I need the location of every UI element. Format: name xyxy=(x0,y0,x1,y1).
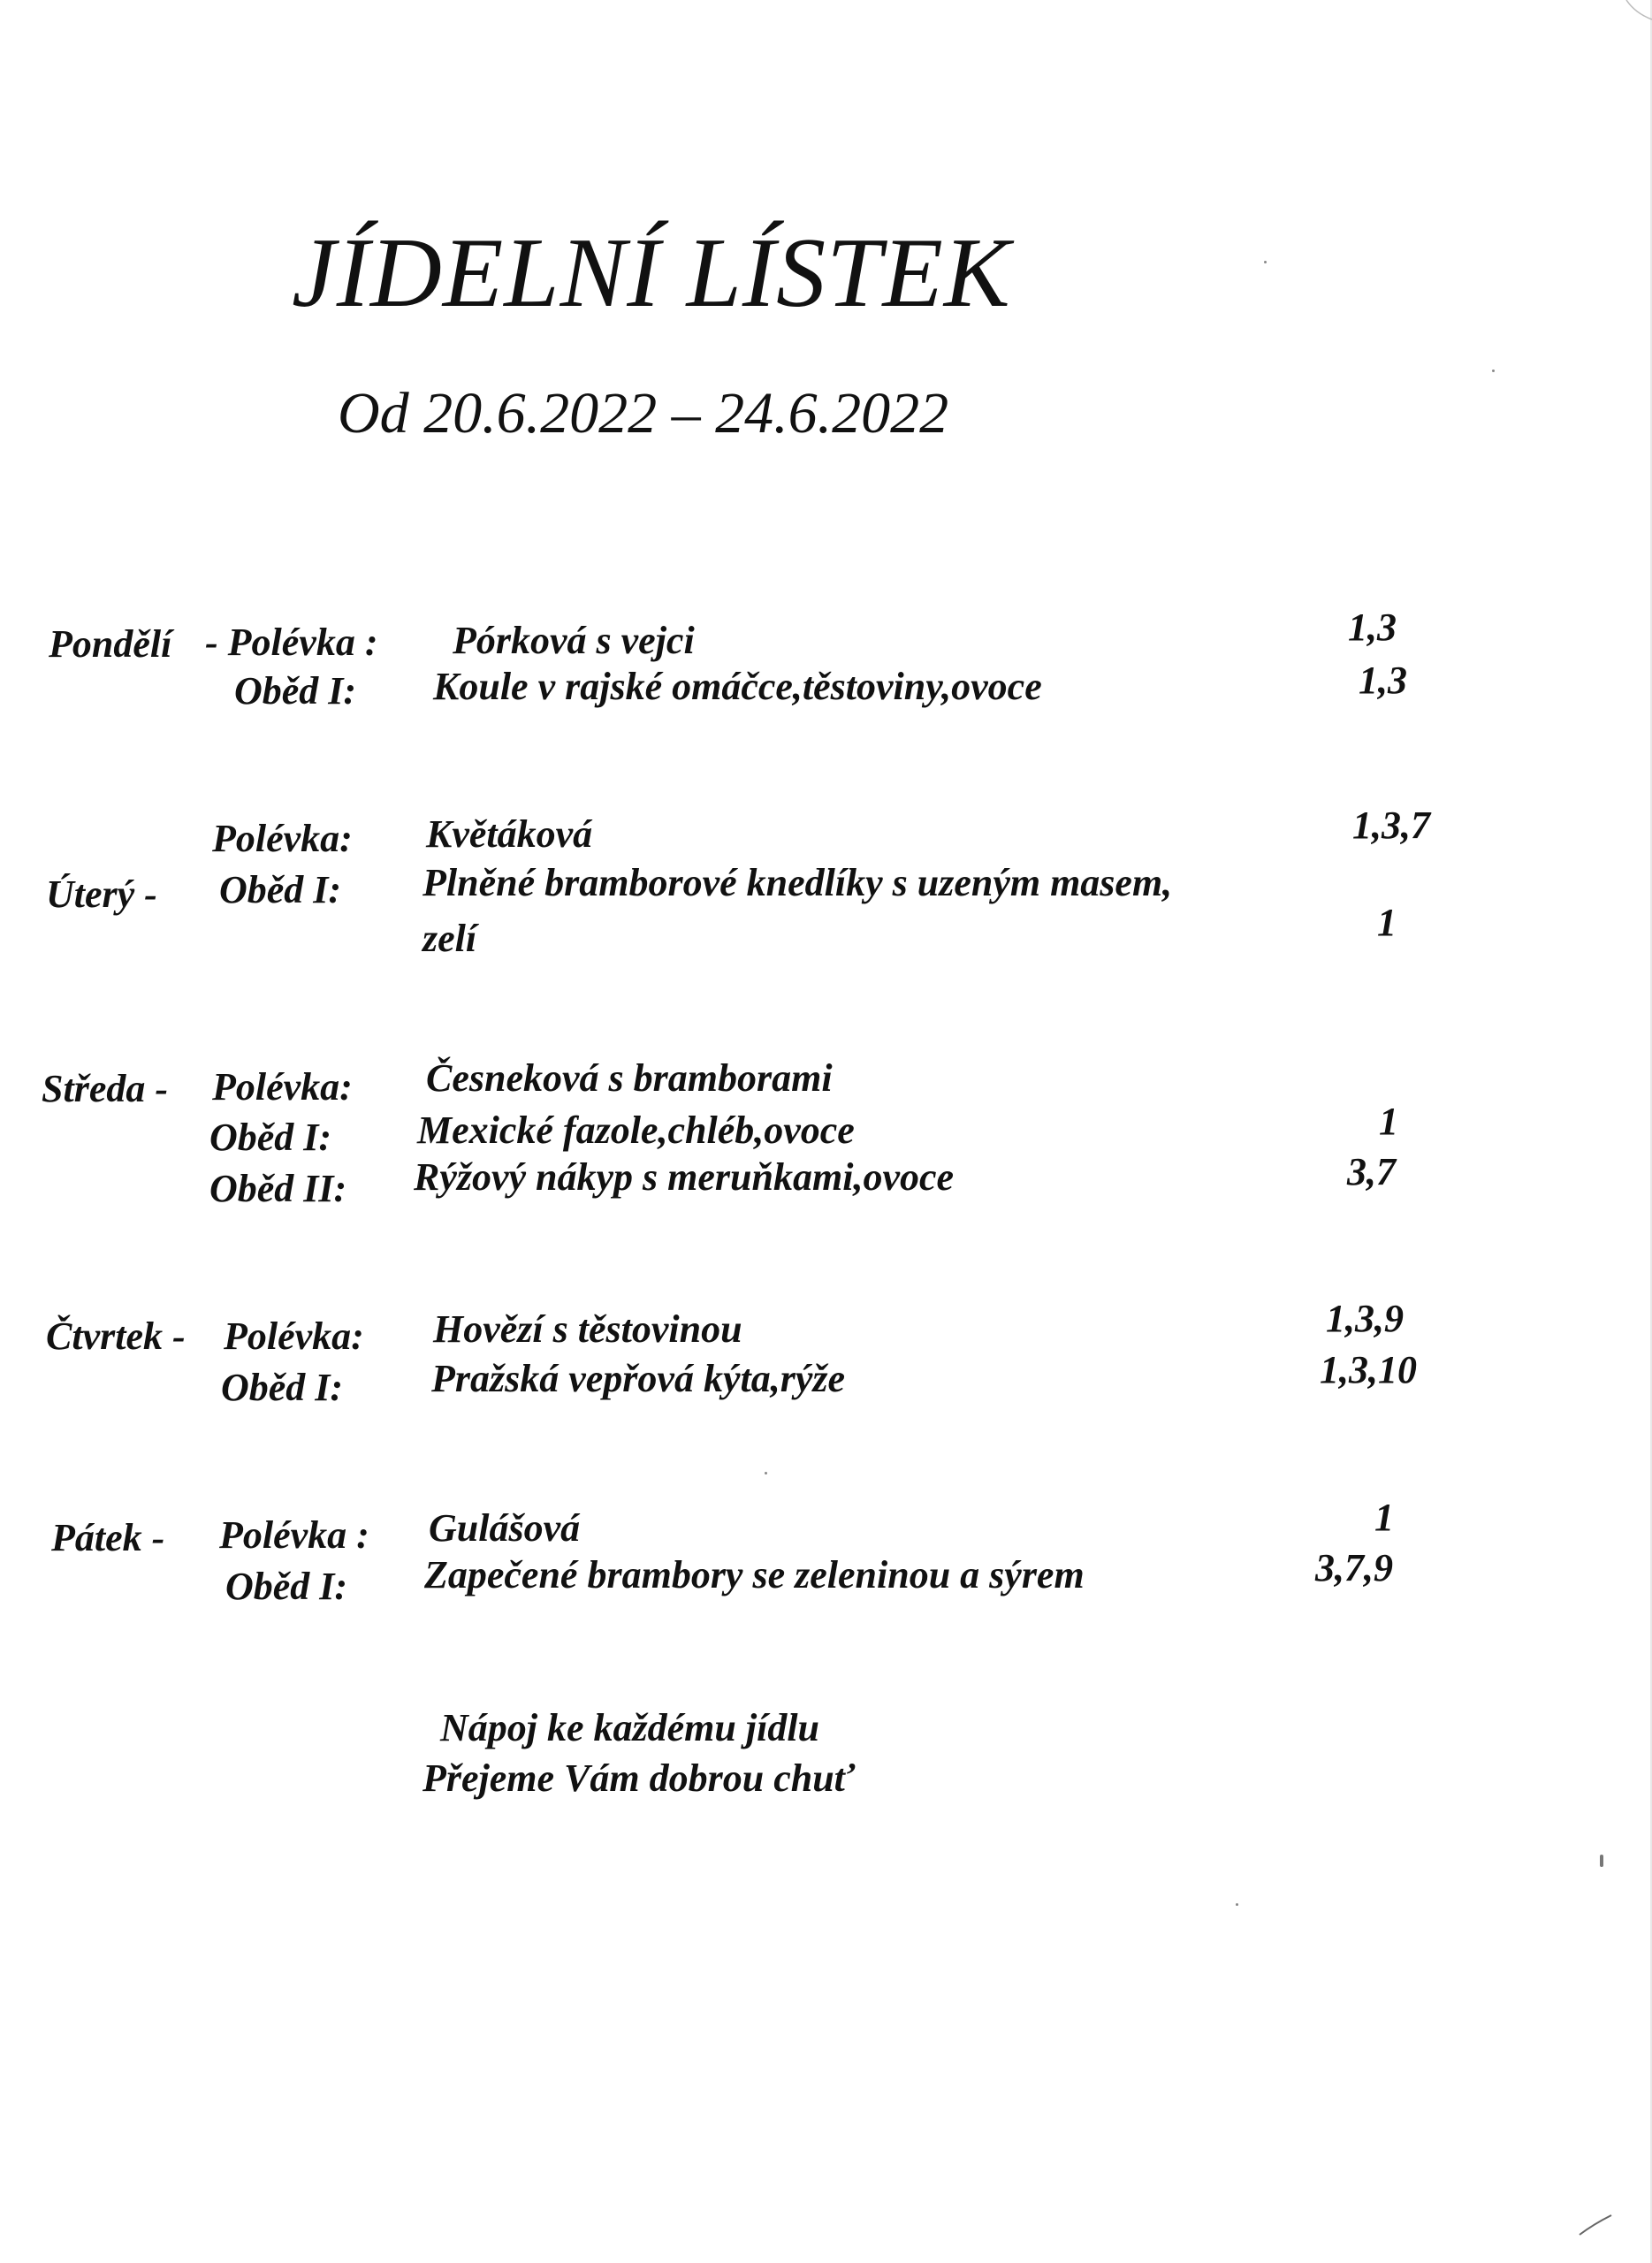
scan-speck xyxy=(1236,1903,1238,1906)
lunch1-allergens: 1 xyxy=(1379,1100,1398,1143)
lunch1-label: Oběd I: xyxy=(234,669,357,712)
lunch2-label: Oběd II: xyxy=(209,1167,347,1210)
lunch1-allergens: 1,3 xyxy=(1359,659,1407,702)
lunch1-allergens: 1 xyxy=(1377,901,1397,944)
scan-speck xyxy=(1492,370,1495,372)
day-label: Čtvrtek - xyxy=(46,1314,186,1358)
lunch1-label: Oběd I: xyxy=(219,868,342,911)
scan-speck xyxy=(1600,1855,1603,1867)
lunch1-dish: Pražská vepřová kýta,rýže xyxy=(431,1357,846,1400)
day-label: Pondělí xyxy=(49,622,172,666)
lunch1-label: Oběd I: xyxy=(225,1565,348,1608)
lunch1-label: Oběd I: xyxy=(221,1366,344,1409)
day-label: Pátek - xyxy=(51,1516,165,1559)
lunch1-label: Oběd I: xyxy=(209,1116,332,1159)
lunch1-dish-line2: zelí xyxy=(423,917,477,960)
lunch1-allergens: 3,7,9 xyxy=(1315,1546,1393,1589)
lunch1-dish: Mexické fazole,chléb,ovoce xyxy=(417,1109,855,1152)
drink-note: Nápoj ke každému jídlu xyxy=(440,1706,820,1749)
soup-dish: Květáková xyxy=(426,812,593,856)
corner-mark xyxy=(1609,0,1652,35)
scan-speck xyxy=(1264,261,1267,263)
wish-text: Přejeme Vám dobrou chuť xyxy=(423,1756,856,1800)
lunch2-allergens: 3,7 xyxy=(1347,1150,1396,1193)
date-range: Od 20.6.2022 – 24.6.2022 xyxy=(338,381,949,446)
soup-allergens: 1,3,7 xyxy=(1352,804,1430,847)
scan-mark xyxy=(1578,2210,1613,2236)
lunch1-dish: Zapečené brambory se zeleninou a sýrem xyxy=(424,1553,1085,1596)
soup-dish: Česneková s bramborami xyxy=(426,1056,833,1100)
day-label: Středa - xyxy=(42,1067,168,1110)
soup-label: Polévka: xyxy=(224,1314,364,1358)
soup-label: Polévka : xyxy=(219,1513,369,1557)
soup-label: Polévka: xyxy=(212,817,353,860)
scan-speck xyxy=(765,1472,767,1474)
day-label: Úterý - xyxy=(46,872,157,916)
soup-dish: Gulášová xyxy=(429,1506,581,1550)
soup-allergens: 1,3,9 xyxy=(1326,1297,1404,1340)
lunch2-dish: Rýžový nákyp s meruňkami,ovoce xyxy=(414,1155,955,1199)
soup-allergens: 1 xyxy=(1374,1496,1394,1539)
soup-dish: Hovězí s těstovinou xyxy=(433,1307,742,1351)
soup-label: - Polévka : xyxy=(205,621,378,664)
soup-allergens: 1,3 xyxy=(1348,606,1397,649)
lunch1-allergens: 1,3,10 xyxy=(1320,1348,1417,1391)
soup-label: Polévka: xyxy=(212,1065,353,1109)
lunch1-dish-line1: Plněné bramborové knedlíky s uzeným masem, xyxy=(423,861,1173,904)
lunch1-dish: Koule v rajské omáčce,těstoviny,ovoce xyxy=(433,665,1042,708)
soup-dish: Pórková s vejci xyxy=(453,619,695,662)
menu-title: JÍDELNÍ LÍSTEK xyxy=(292,218,1011,328)
